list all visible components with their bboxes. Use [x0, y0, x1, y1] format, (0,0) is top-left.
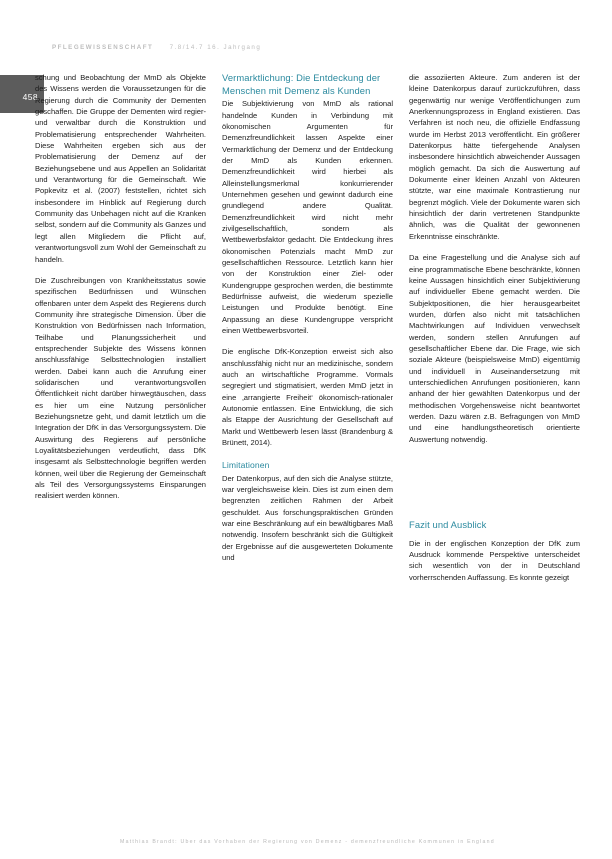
vertical-spacer	[409, 455, 580, 519]
paragraph: Da eine Fragestellung und die Analyse sich auf eine programmatische Ebene beschränkte, können keine Aussagen hinsichtlich einer Subjektivierung auf individueller Ebene gemacht werden. Die Subjektpositionen, die hier herausgearbeitet wurden, dürfen also nicht mit tatsächlichen Machtwirkungen auf Individuen verwechselt werden, sondern stellen Anrufungen auf gesellschaftlicher Ebene dar. Die Frage, wie sich soziale Akteure (beispielsweise MmD) eigentümig und individuell in Auseinandersetzung mit unterschiedlichen Anrufungen positionieren, kann anhand der hier gewählten Datenkorpus und der methodischen Vorgehensweise nicht beantwortet werden. Dazu wären z.B. Befragungen von MmD und eine handlungstheoretisch orientierte Auswertung notwendig.	[409, 253, 580, 444]
paragraph: Die Subjektivierung von MmD als rational handelnde Kunden in Verbindung mit ökonomischen Argumenten für Demenzfreundlichkeit lassen Aspekte einer Vermarktlichung der Demenz und der Entdeckung der MmD als Kunden erkennen. Demenzfreundlichkeit wird hierbei als Alleinstellungsmerkmal konkurrierender Unternehmen gesehen und gewinnt dadurch eine grundlegend andere Qualität. Demenzfreundlichkeit wird nicht mehr zivilgesellschaftlich, sondern als Wettbewerbsfaktor gedacht. Die Entdeckung ihres ökonomischen Potenzials macht MmD zur gesellschaftlichen Ressource. Letztlich kann hier von der Konstruktion einer Ziel- oder Kundengruppe gesprochen werden, die bestimmte Bedürfnisse aufweist, die wiederum spezielle Leistungen und Produkte benötigt. Eine Anpassung an diese Kundengruppe verspricht einen Wettbewerbsvorteil.	[222, 99, 393, 336]
column-2	[222, 72, 393, 827]
running-head	[52, 44, 552, 51]
text-columns	[35, 72, 580, 827]
column-3	[409, 72, 580, 827]
paragraph: schung und Beobachtung der MmD als Objekte des Wissens werden die Voraussetzungen für die Regierung durch die Community der Dementen geschaffen. Die Gruppe der Dementen wird regier- und verwaltbar durch die Konstruktion und Problematisierung entsprechender Wahrheiten. Diese Wahrheiten ergeben sich aus der Problematisierung der Demenz auf der Beziehungsebene und aus Appellen an Solidarität und Verantwortung für die Gemeinschaft. Wie Popkevitz et al. (2007) feststellen, richtet sich insbesondere im Hinblick auf Regierung durch Community das Unbehagen nicht auf die Kranken selbst, sondern auf die Community als Ganzes und legt allen Mitgliedern die Pflicht auf, verantwortungsvoll zum Wohl der Gemeinschaft zu handeln.	[35, 73, 206, 264]
paragraph: die assoziierten Akteure. Zum anderen ist der kleine Datenkorpus darauf zurückzuführen, dass gegenwärtig nur wenige Veröffentlichungen zum Anerkennungsprozess in England existieren. Das Verfahren ist noch neu, die offizielle Endfassung wurde im Herbst 2013 veröffentlicht. Ein größerer Datenkorpus hätte tiefergehende Analysen insbesondere hinsichtlich abweichender Aussagen möglich gemacht. Da sich die Auswertung auf Dokumente einer kleinen Anzahl von Akteuren stützte, war eine maximale Kontrastierung nur begrenzt möglich. Viele der Dokumente waren sich hinsichtlich der darin vertretenen Standpunkte ähnlich, was die Qualität der gewonnenen Erkenntnisse einschränkte.	[409, 73, 580, 241]
paragraph: Die englische DfK-Konzeption erweist sich also anschlussfähig nicht nur an medizinische, sondern auch an wirtschaftliche Programme. Vormals segregiert und stigmatisiert, werden MmD jetzt in eine ‚arrangierte Freiheit‘ ökonomisch-rationaler Autonomie entlassen. Eine Entwicklung, die sich als Etappe der Ausrichtung der Gesellschaft auf Markt und Wettbewerb lesen lässt (Brandenburg & Brünett, 2014).	[222, 347, 393, 448]
column-1	[35, 72, 206, 827]
section-heading-vermarktlichung: Vermarktlichung: Die Entdeckung der Menschen mit Demenz als Kunden	[222, 72, 381, 96]
paragraph: Die in der englischen Konzeption der DfK zum Ausdruck kommende Perspektive unterscheidet sich wesentlich von der in Deutschland vorherrschenden Auffassung. Es konnte gezeigt	[409, 538, 580, 582]
running-head-journal: PFLEGEWISSENSCHAFT	[52, 44, 154, 51]
running-head-issue: 7.8/14.7 16. Jahrgang	[169, 44, 262, 51]
sub-heading-limitationen: Limitationen	[222, 459, 270, 470]
footer-running-title: Matthias Brandt: Über das Vorhaben der Regierung von Demenz - demenzfreundliche Kommunen in England	[120, 839, 495, 845]
paragraph: Der Datenkorpus, auf den sich die Analyse stützte, war vergleichsweise klein. Dies ist zum einen dem begrenzten zeitlichen Rahmen der Arbeit geschuldet. Aus forschungspraktischen Gründen war eine Beschränkung auf ein bewältigbares Maß notwendig. Insofern beschränkt sich die Gültigkeit der Ergebnisse auf die ausgewerteten Dokumente und	[222, 473, 393, 562]
section-heading-fazit: Fazit und Ausblick	[409, 519, 487, 530]
paragraph: Die Zuschreibungen von Krankheitsstatus sowie spezifischen Bedürfnissen und Wünschen offenbaren unter dem Aspekt des Regierens durch Community ihre strategische Dimension. Über die Konstruktion von Bedürfnissen nach Information, Teilhabe und Planungssicherheit und entsprechender Subjekte des Wissens können anschlussfähige Selbsttechnologien installiert werden. Dabei kann auch die Anrufung einer solidarischen und verantwortungsvollen Öffentlichkeit nicht darüber hinwegtäuschen, dass es hier um eine Nutzung persönlicher Beziehungsnetze geht, und damit letztlich um die Integration der DfK in das Versorgungssystem. Die Auswirtung des Regierens auf persönliche Loyalitätsbeziehungen verdeutlicht, dass DfK insgesamt als Selbsttechnologie begriffen werden können, weil über die Regierung der Gemeinschaft als Teil des Versorgungssystems Einsparungen realisiert werden können.	[35, 275, 206, 501]
page-number: 458	[22, 92, 38, 102]
